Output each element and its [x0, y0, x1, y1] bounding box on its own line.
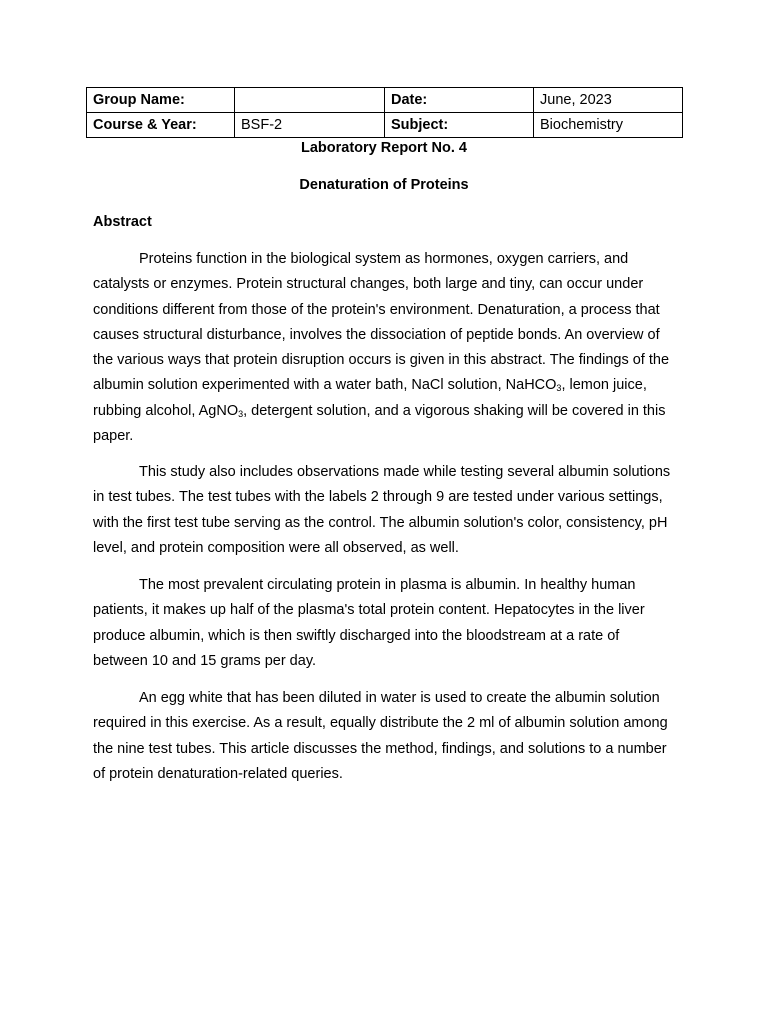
abstract-paragraph-1	[93, 247, 673, 449]
paragraph-4-text: An egg white that has been diluted in water is used to create the albumin solution required in this exercise. As a result, equally distribute the 2 ml of albumin solution among the nine test tubes. This article discusses the method, findings, and solutions to a number of protein denaturation-related queries.	[93, 690, 668, 782]
abstract-paragraph-2	[93, 460, 673, 561]
report-title: Denaturation of Proteins	[299, 177, 469, 193]
group-name-label: Group Name:	[87, 88, 235, 113]
paragraph-1-text-a: Proteins function in the biological system as hormones, oxygen carriers, and catalysts or enzymes. Protein structural changes, both large and tiny, can occur under conditions different from those of the protein's environment. Denaturation, a process that causes structural disturbance, involves the dissociation of peptide bonds. An overview of the various ways that protein disruption occurs is given in this abstract. The findings of the albumin solution experimented with a water bath, NaCl solution, NaHCO	[93, 251, 670, 394]
abstract-paragraph-3	[93, 573, 673, 674]
paragraph-1-subscript-a: 3	[556, 383, 562, 394]
report-number: Laboratory Report No. 4	[301, 140, 467, 156]
date-label: Date:	[385, 88, 534, 113]
course-year-label: Course & Year:	[87, 113, 235, 138]
subject-value: Biochemistry	[534, 113, 683, 138]
group-name-value	[235, 88, 385, 113]
course-year-value: BSF-2	[235, 113, 385, 138]
header-row-group-date	[87, 88, 683, 113]
header-row-course-subject	[87, 113, 683, 138]
paragraph-1-text-b: , lemon juice, rubbing alcohol, AgNO	[93, 377, 647, 419]
paragraph-1-subscript-b: 3	[238, 408, 244, 419]
abstract-paragraph-4	[93, 686, 673, 787]
paragraph-1-text-c: , detergent solution, and a vigorous shaking will be covered in this paper.	[93, 402, 666, 445]
subject-label: Subject:	[385, 113, 534, 138]
abstract-heading: Abstract	[93, 214, 152, 230]
report-header-table	[86, 87, 683, 138]
date-value: June, 2023	[534, 88, 683, 113]
paragraph-3-text: The most prevalent circulating protein in plasma is albumin. In healthy human patients, it makes up half of the plasma's total protein content. Hepatocytes in the liver produce albumin, which is then swiftly discharged into the bloodstream at a rate of between 10 and 15 grams per day.	[93, 577, 645, 669]
paragraph-2-text: This study also includes observations made while testing several albumin solutions in test tubes. The test tubes with the labels 2 through 9 are tested under various settings, with the first test tube serving as the control. The albumin solution's color, consistency, pH level, and protein composition were all observed, as well.	[93, 464, 671, 556]
